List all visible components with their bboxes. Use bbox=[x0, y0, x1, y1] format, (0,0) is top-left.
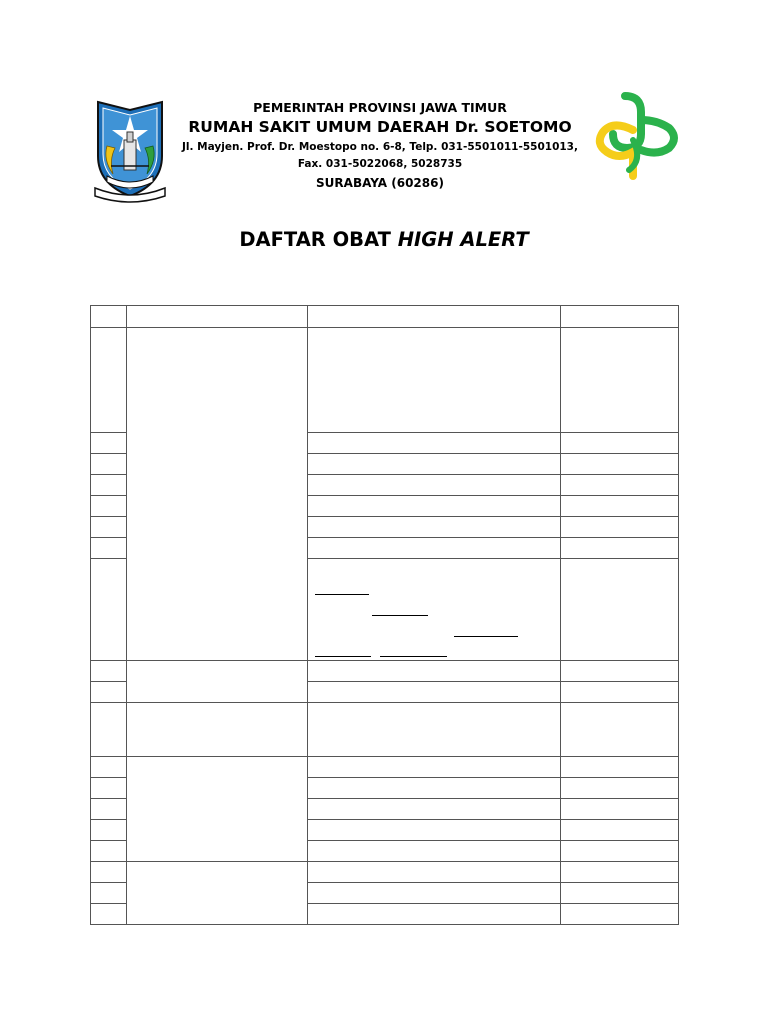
table-cell bbox=[308, 661, 561, 682]
table-cell bbox=[561, 661, 679, 682]
table-cell bbox=[308, 328, 561, 433]
table-cell bbox=[91, 799, 127, 820]
table-cell bbox=[308, 862, 561, 883]
table-cell bbox=[561, 328, 679, 433]
address-line-2: Fax. 031-5022068, 5028735 bbox=[297, 158, 463, 170]
table-cell bbox=[308, 799, 561, 820]
table-cell bbox=[308, 496, 561, 517]
table-cell bbox=[561, 862, 679, 883]
table-row bbox=[91, 757, 679, 778]
table-cell bbox=[561, 538, 679, 559]
table-cell bbox=[561, 682, 679, 703]
table-cell-group bbox=[127, 757, 308, 862]
table-cell bbox=[308, 820, 561, 841]
table-cell-group bbox=[127, 862, 308, 925]
table-cell bbox=[308, 682, 561, 703]
table-cell bbox=[91, 496, 127, 517]
table-row bbox=[91, 862, 679, 883]
table-cell bbox=[91, 682, 127, 703]
table-row bbox=[91, 661, 679, 682]
table-cell bbox=[561, 904, 679, 925]
table-cell bbox=[308, 517, 561, 538]
table-cell bbox=[91, 883, 127, 904]
table-cell bbox=[561, 778, 679, 799]
table-cell bbox=[91, 475, 127, 496]
table-cell-group bbox=[127, 703, 308, 757]
table-cell bbox=[91, 757, 127, 778]
table-cell bbox=[561, 703, 679, 757]
table-cell bbox=[561, 559, 679, 661]
table-cell-group bbox=[127, 328, 308, 661]
table-cell bbox=[308, 778, 561, 799]
table-row bbox=[91, 703, 679, 757]
table-cell bbox=[91, 517, 127, 538]
table-cell bbox=[308, 538, 561, 559]
table-cell-group bbox=[127, 661, 308, 703]
header-cell-drug bbox=[308, 306, 561, 328]
table-cell bbox=[91, 328, 127, 433]
table-cell bbox=[308, 433, 561, 454]
table-cell bbox=[561, 757, 679, 778]
table-cell bbox=[308, 904, 561, 925]
table-cell bbox=[308, 703, 561, 757]
underline-mark bbox=[454, 636, 518, 637]
table-cell bbox=[91, 703, 127, 757]
table-cell bbox=[308, 841, 561, 862]
header-cell-no bbox=[91, 306, 127, 328]
table-cell bbox=[561, 517, 679, 538]
address-line-1: Jl. Mayjen. Prof. Dr. Moestopo no. 6-8, Telp. 031-5501011-5501013, bbox=[182, 141, 578, 153]
table-cell bbox=[91, 862, 127, 883]
table-cell-underlined bbox=[308, 559, 561, 661]
underline-mark bbox=[372, 615, 428, 616]
underline-mark bbox=[315, 656, 371, 657]
table-cell bbox=[561, 433, 679, 454]
table-cell bbox=[91, 559, 127, 661]
government-name: PEMERINTAH PROVINSI JAWA TIMUR bbox=[253, 100, 507, 115]
table-cell bbox=[91, 904, 127, 925]
rsud-soetomo-logo-icon bbox=[593, 90, 683, 202]
table-cell bbox=[561, 820, 679, 841]
table-cell bbox=[91, 778, 127, 799]
table-cell bbox=[91, 841, 127, 862]
table-cell bbox=[308, 883, 561, 904]
table-cell bbox=[561, 496, 679, 517]
table-cell bbox=[91, 433, 127, 454]
table-cell bbox=[91, 538, 127, 559]
high-alert-table bbox=[90, 305, 679, 925]
table-cell bbox=[91, 820, 127, 841]
document-header bbox=[0, 0, 768, 220]
table-header-row bbox=[91, 306, 679, 328]
table-cell bbox=[308, 475, 561, 496]
document-title bbox=[0, 228, 768, 251]
underline-mark bbox=[380, 656, 447, 657]
table-cell bbox=[561, 454, 679, 475]
table-cell bbox=[561, 799, 679, 820]
table-row bbox=[91, 328, 679, 433]
table-cell bbox=[308, 454, 561, 475]
title-prefix: DAFTAR OBAT bbox=[239, 228, 391, 251]
east-java-emblem-icon bbox=[93, 96, 167, 204]
table-cell bbox=[308, 757, 561, 778]
table-cell bbox=[561, 841, 679, 862]
underline-mark bbox=[315, 594, 369, 595]
hospital-name: RUMAH SAKIT UMUM DAERAH Dr. SOETOMO bbox=[188, 118, 572, 136]
title-emphasis: HIGH ALERT bbox=[397, 228, 529, 251]
table-cell bbox=[561, 883, 679, 904]
table-cell bbox=[561, 475, 679, 496]
header-cell-notes bbox=[561, 306, 679, 328]
table-cell bbox=[91, 661, 127, 682]
header-cell-category bbox=[127, 306, 308, 328]
city: SURABAYA (60286) bbox=[316, 176, 444, 190]
table-cell bbox=[91, 454, 127, 475]
